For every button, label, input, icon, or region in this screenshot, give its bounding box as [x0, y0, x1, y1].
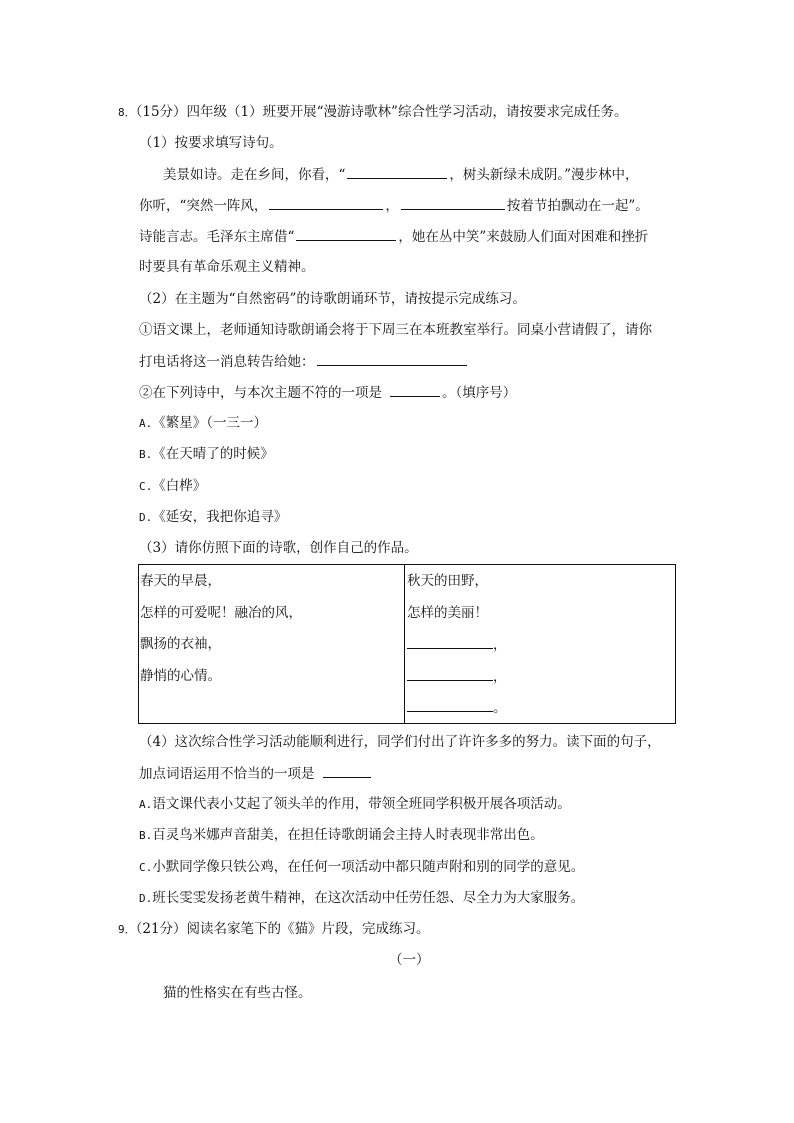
- option-text: 《延安，我把你追寻》: [152, 509, 288, 525]
- option-row[interactable]: [139, 857, 584, 878]
- option-letter: C.: [139, 861, 153, 874]
- poem-left-cell: [140, 571, 302, 697]
- answer-blank[interactable]: [317, 351, 467, 366]
- q8-part1-line4: 时要具有革命乐观主义精神。: [139, 259, 315, 275]
- text-segment: 加点词语运用不恰当的一项是: [139, 766, 315, 782]
- q9-number: 9．: [118, 923, 136, 936]
- option-text: 班长雯雯发扬老黄牛精神，在这次活动中任劳任怨、尽全力为大家服务。: [152, 890, 585, 906]
- option-letter: A.: [139, 417, 153, 430]
- q8-part4-line1: （4）这次综合性学习活动能顺利进行，同学们付出了许许多多的努力。读下面的句子，: [139, 734, 661, 750]
- answer-blank[interactable]: [323, 763, 371, 778]
- poem-right-cell: [407, 571, 507, 729]
- answer-blank[interactable]: [269, 195, 383, 210]
- q8-part1-line2: [139, 195, 649, 216]
- text-segment: ，她在丛中笑”来鼓励人们面对困难和挫折: [398, 229, 649, 245]
- option-letter: A.: [139, 798, 153, 811]
- punctuation: ，: [493, 637, 507, 653]
- poem-line: 怎样的可爱呢！融冶的风，: [140, 604, 302, 621]
- answer-blank[interactable]: [407, 634, 493, 649]
- option-letter: D.: [139, 511, 153, 524]
- table-divider: [404, 565, 405, 723]
- q8-header: [118, 102, 627, 123]
- answer-blank[interactable]: [407, 666, 493, 681]
- q8-header-text: （15分）四年级（1）班要开展“漫游诗歌林”综合性学习活动，请按要求完成任务。: [135, 104, 628, 120]
- poem-blank-line[interactable]: [407, 666, 507, 698]
- q9-section-heading: （一）: [389, 952, 430, 968]
- q8-part2-q2: [139, 382, 516, 403]
- q8-part2-title: （2）在主题为“自然密码”的诗歌朗诵环节，请按提示完成练习。: [139, 291, 526, 307]
- q9-header: [118, 919, 430, 940]
- poem-blank-line[interactable]: [407, 697, 507, 729]
- q8-part2-q1-line1: ①语文课上，老师通知诗歌朗诵会将于下周三在本班教室举行。同桌小营请假了，请你: [139, 322, 652, 338]
- text-segment: ②在下列诗中，与本次主题不符的一项是: [139, 385, 382, 401]
- text-segment: 你听，“突然一阵风，: [139, 198, 268, 214]
- option-text: 《在天晴了的时候》: [152, 446, 274, 462]
- poem-table: [138, 564, 676, 724]
- q9-header-text: （21分）阅读名家笔下的《猫》片段，完成练习。: [135, 921, 430, 937]
- q8-part3-title: （3）请你仿照下面的诗歌，创作自己的作品。: [139, 540, 418, 556]
- option-row[interactable]: [139, 888, 584, 909]
- option-letter: B.: [139, 448, 153, 461]
- poem-line: 春天的早晨，: [140, 573, 221, 589]
- answer-blank[interactable]: [407, 697, 493, 712]
- q8-number: 8．: [118, 106, 136, 119]
- text-segment: 美景如诗。走在乡间，你看，“: [163, 167, 346, 183]
- text-segment: 。（填序号）: [442, 385, 517, 401]
- option-row[interactable]: [139, 476, 206, 497]
- option-letter: D.: [139, 892, 153, 905]
- q8-part1-title: （1）按要求填写诗句。: [139, 135, 283, 151]
- option-text: 《繁星》（一三一）: [152, 415, 267, 431]
- option-letter: B.: [139, 829, 153, 842]
- q8-part4-line2: [139, 763, 373, 784]
- option-letter: C.: [139, 480, 153, 493]
- option-row[interactable]: [139, 507, 287, 528]
- option-text: 小默同学像只铁公鸡，在任何一项活动中都只随声附和别的同学的意见。: [152, 859, 585, 875]
- option-text: 《白桦》: [152, 478, 207, 494]
- poem-line: 怎样的美丽！: [407, 604, 488, 621]
- poem-line: 静悄的心情。: [140, 667, 221, 684]
- poem-blank-line[interactable]: [407, 634, 507, 666]
- q9-passage-line: 猫的性格实在有些古怪。: [163, 985, 312, 1001]
- option-row[interactable]: [139, 825, 544, 846]
- punctuation: 。: [493, 700, 507, 716]
- option-row[interactable]: [139, 413, 267, 434]
- option-row[interactable]: [139, 794, 571, 815]
- text-segment: ，: [385, 198, 399, 214]
- option-text: 百灵鸟米娜声音甜美，在担任诗歌朗诵会主持人时表现非常出色。: [152, 827, 544, 843]
- q8-part1-line3: [139, 226, 648, 247]
- answer-blank[interactable]: [401, 195, 505, 210]
- q8-part1-line1: [163, 164, 639, 185]
- punctuation: ，: [493, 668, 507, 685]
- text-segment: 诗能言志。毛泽东主席借“: [139, 229, 295, 245]
- text-segment: 打电话将这一消息转告给她：: [139, 354, 315, 370]
- poem-line: 飘扬的衣袖，: [140, 636, 221, 652]
- option-row[interactable]: [139, 444, 274, 465]
- text-segment: ，树头新绿未成阴。”漫步林中，: [449, 167, 639, 183]
- text-segment: 按着节拍飘动在一起”。: [506, 198, 649, 214]
- q8-part2-q1-line2: [139, 351, 469, 372]
- answer-blank[interactable]: [347, 164, 447, 179]
- answer-blank[interactable]: [390, 382, 440, 397]
- poem-line: 秋天的田野，: [407, 573, 488, 589]
- answer-blank[interactable]: [296, 226, 396, 241]
- option-text: 语文课代表小艾起了领头羊的作用，带领全班同学积极开展各项活动。: [152, 796, 571, 812]
